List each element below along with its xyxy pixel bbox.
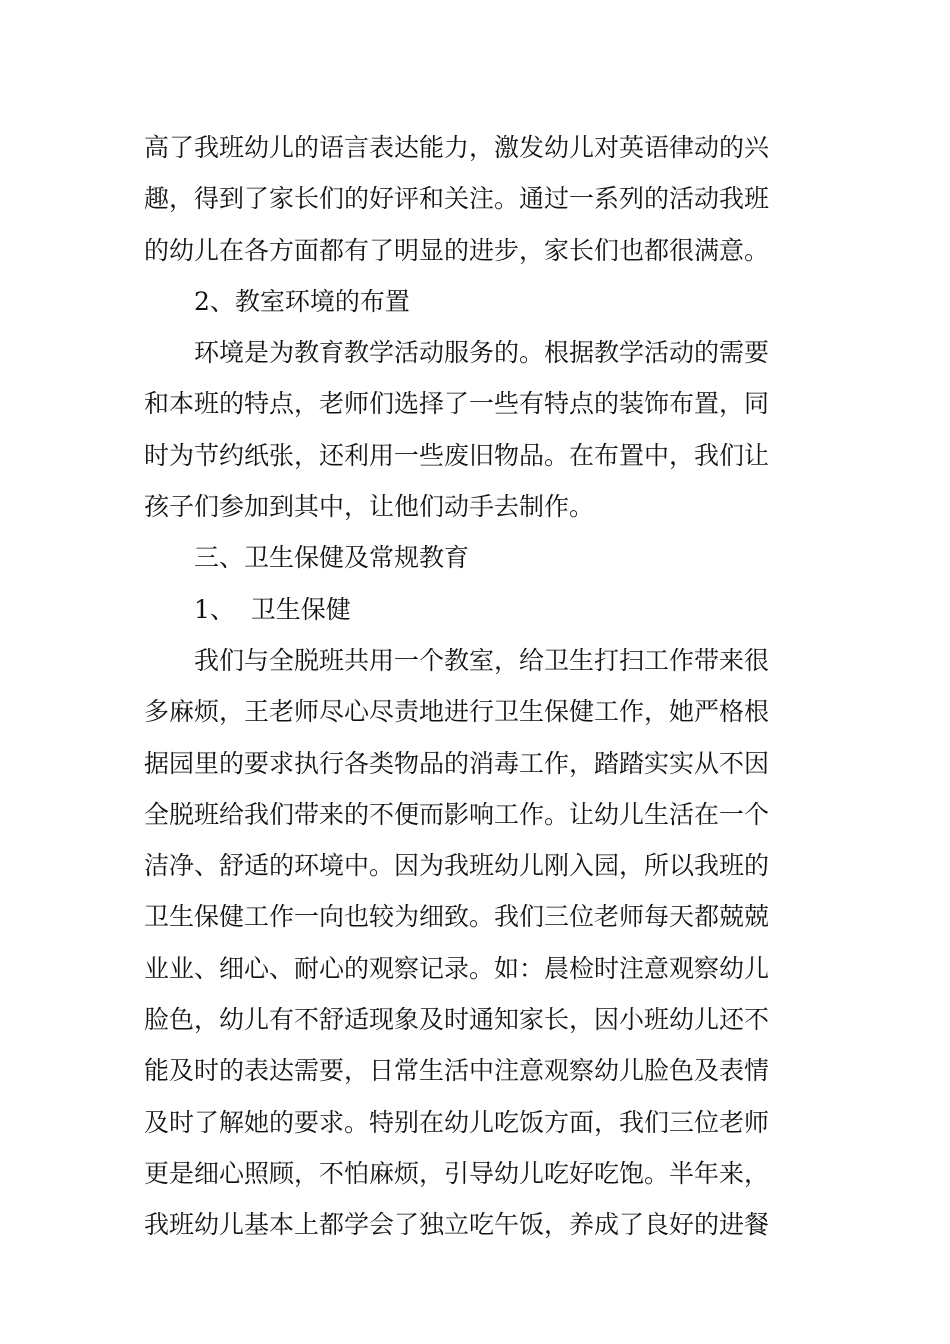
section-heading: 三、卫生保健及常规教育 <box>194 543 470 573</box>
text-line: 更是细心照顾，不怕麻烦，引导幼儿吃好吃饱。半年来， <box>144 1158 770 1188</box>
text-line: 脸色，幼儿有不舒适现象及时通知家长，因小班幼儿还不 <box>144 1005 770 1035</box>
text-line: 多麻烦，王老师尽心尽责地进行卫生保健工作，她严格根 <box>144 697 770 727</box>
text-line: 和本班的特点，老师们选择了一些有特点的装饰布置，同 <box>144 389 770 419</box>
text-line: 全脱班给我们带来的不便而影响工作。让幼儿生活在一个 <box>144 799 770 829</box>
text-line: 环境是为教育教学活动服务的。根据教学活动的需要 <box>194 338 770 368</box>
text-line: 时为节约纸张，还利用一些废旧物品。在布置中，我们让 <box>144 440 770 470</box>
text-line: 能及时的表达需要，日常生活中注意观察幼儿脸色及表情 <box>144 1056 770 1086</box>
section-heading: 2、教室环境的布置 <box>194 286 410 316</box>
text-line: 及时了解她的要求。特别在幼儿吃饭方面，我们三位老师 <box>144 1107 770 1137</box>
text-line: 趣，得到了家长们的好评和关注。通过一系列的活动我班 <box>144 184 770 214</box>
text-line: 孩子们参加到其中，让他们动手去制作。 <box>144 492 595 522</box>
text-line: 我们与全脱班共用一个教室，给卫生打扫工作带来很 <box>194 645 770 675</box>
text-line: 据园里的要求执行各类物品的消毒工作，踏踏实实从不因 <box>144 748 770 778</box>
section-heading: 1、 卫生保健 <box>194 594 351 624</box>
text-line: 卫生保健工作一向也较为细致。我们三位老师每天都兢兢 <box>144 902 770 932</box>
text-line: 高了我班幼儿的语言表达能力，激发幼儿对英语律动的兴 <box>144 133 770 162</box>
text-line: 的幼儿在各方面都有了明显的进步，家长们也都很满意。 <box>144 235 770 265</box>
text-line: 我班幼儿基本上都学会了独立吃午饭，养成了良好的进餐 <box>144 1210 770 1240</box>
document-body <box>144 122 814 1251</box>
text-line: 业业、细心、耐心的观察记录。如：晨检时注意观察幼儿 <box>144 953 770 983</box>
text-line: 洁净、舒适的环境中。因为我班幼儿刚入园，所以我班的 <box>144 851 770 881</box>
